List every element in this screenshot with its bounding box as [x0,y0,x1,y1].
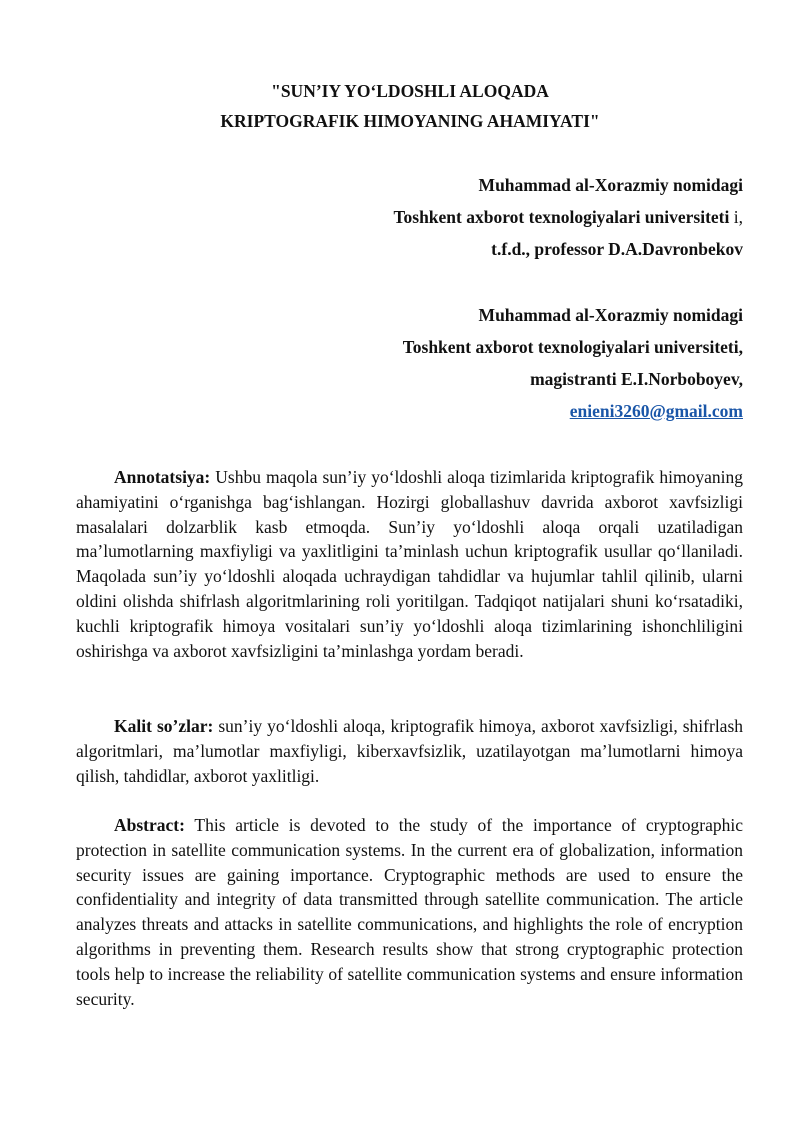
author-1-affiliation [393,169,743,265]
keywords-paragraph [76,714,743,788]
author-2-affiliation [403,299,743,427]
author-2-institution-prefix: Muhammad al-Xorazmiy nomidagi [478,305,743,325]
title-line-2: KRIPTOGRAFIK HIMOYANING AHAMIYATI" [220,111,600,131]
annotation-label: Annotatsiya: [114,467,211,487]
annotation-text: Ushbu maqola sun’iy yo‘ldoshli aloqa tizimlarida kriptografik himoyaning ahamiyatini o‘rganishga bag‘ishlangan. Hozirgi globallashuv davrida axborot xavfsizligi masalalari dolzarblik kasb etmoqda. Sun’iy yo‘ldoshli aloqa orqali uzatiladigan ma’lumotlarning maxfiyligi va yaxlitligini ta’minlash uchun kriptografik usullar qo‘llaniladi. Maqolada sun’iy yo‘ldoshli aloqada uchraydigan tahdidlar va hujumlar tahlil qilinib, ularni oldini olishda shifrlash algoritmlarining roli yoritilgan. Tadqiqot natijalari shuni ko‘rsatadiki, kuchli kriptografik himoya vositalari sun’iy yo‘ldoshli aloqa tizimlarining ishonchliligini oshirishga va axborot xavfsizligini ta’minlashga yordam beradi. [76,467,744,661]
author-1-university: Toshkent axborot texnologiyalari universiteti [393,207,730,227]
annotation-paragraph [76,465,743,663]
author-1-name: t.f.d., professor D.A.Davronbekov [491,239,743,259]
paper-title [0,76,800,136]
author-2-email-link[interactable]: enieni3260@gmail.com [569,401,743,421]
author-2-university: Toshkent axborot texnologiyalari universiteti, [402,337,743,357]
abstract-text: This article is devoted to the study of the importance of cryptographic protection in satellite communication systems. In the current era of globalization, information security issues are gaining importance. Cryptographic methods are used to ensure the confidentiality and integrity of data transmitted through satellite communication. The article analyzes threats and attacks in satellite communications, and highlights the role of encryption algorithms in preventing them. Research results show that strong cryptographic protection tools help to increase the reliability of satellite communication systems and ensure information security. [76,815,743,1009]
keywords-label: Kalit so’zlar: [114,716,214,736]
abstract-paragraph [76,813,743,1011]
author-2-name: magistranti E.I.Norboboyev, [530,369,743,389]
title-line-1: "SUN’IY YO‘LDOSHLI ALOQADA [271,81,549,101]
author-1-university-suffix: i, [729,207,743,227]
abstract-label: Abstract: [114,815,185,835]
author-1-institution-prefix: Muhammad al-Xorazmiy nomidagi [478,175,743,195]
keywords-text: sun’iy yo‘ldoshli aloqa, kriptografik himoya, axborot xavfsizligi, shifrlash algoritmlari, ma’lumotlar maxfiyligi, kiberxavfsizlik, uzatilayotgan ma’lumotlarni himoya qilish, tahdidlar, axborot yaxlitligi. [76,716,744,786]
author-1-university-line [393,201,743,233]
